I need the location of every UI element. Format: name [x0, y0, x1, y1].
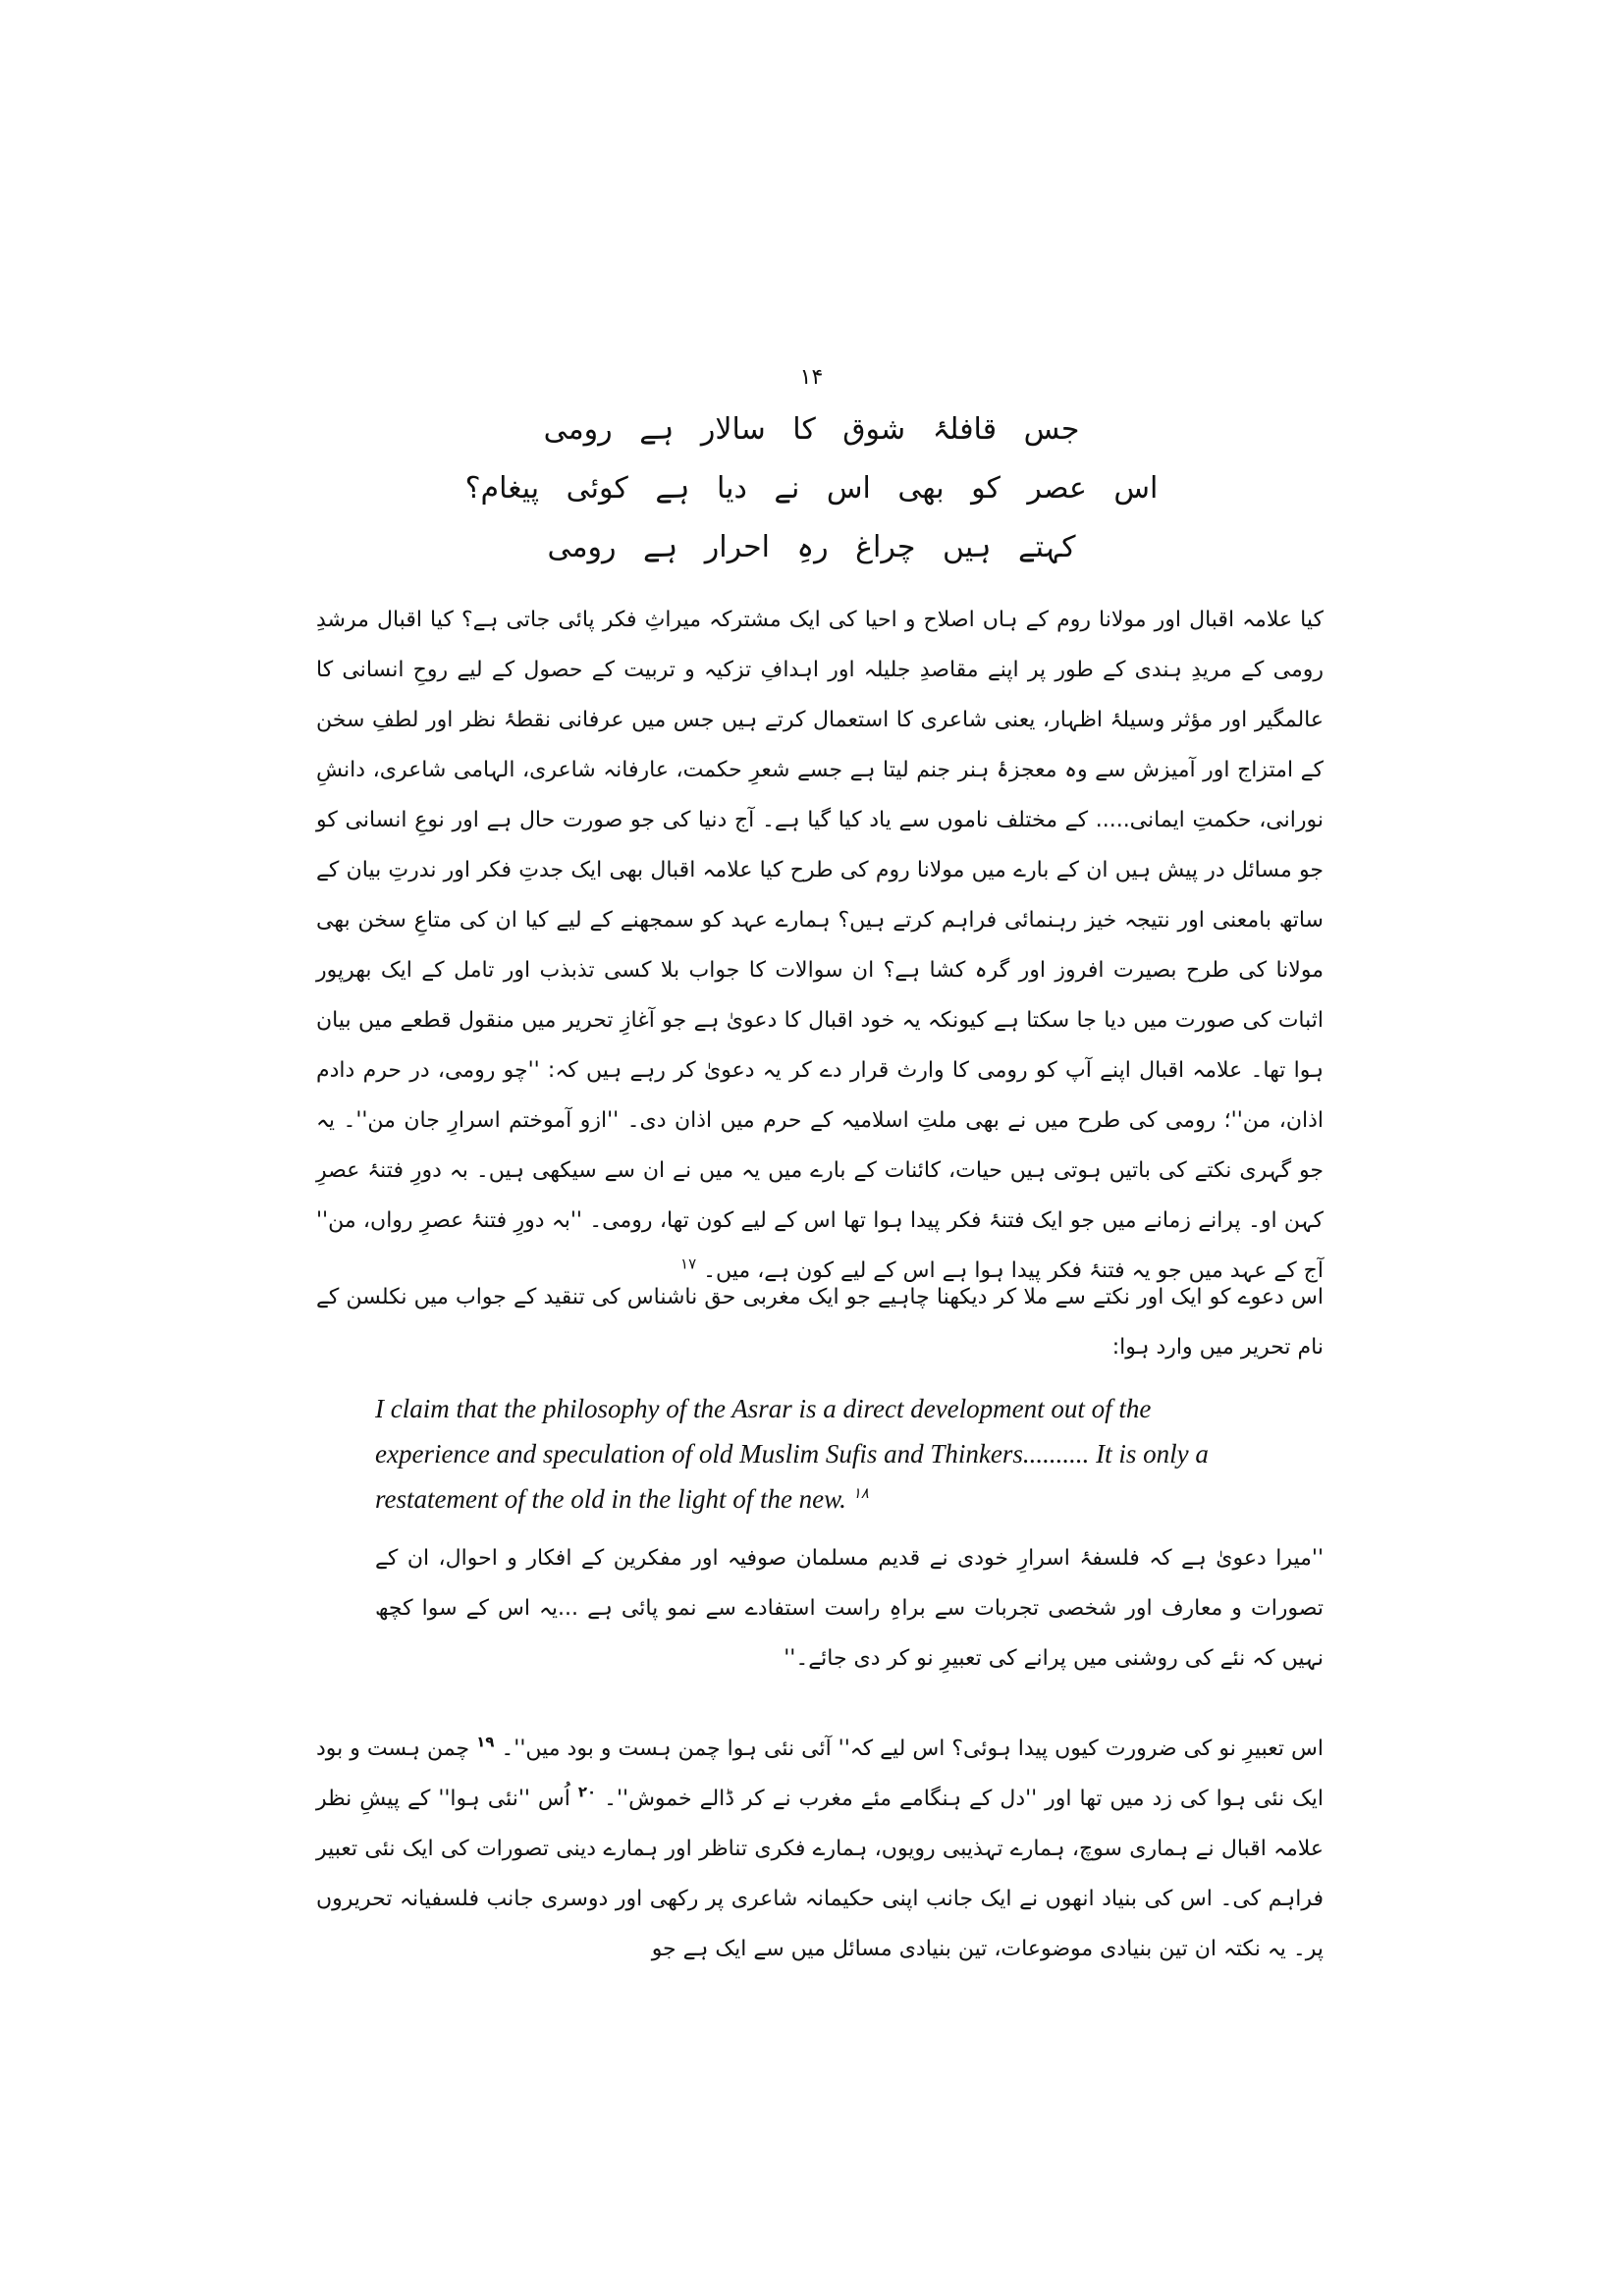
footnote-marker-19: ۱۹ [476, 1733, 495, 1751]
paragraph-1-block [316, 595, 1324, 1296]
paragraph-3-text-a: اس تعبیرِ نو کی ضرورت کیوں پیدا ہوئی؟ اس لیے کہ'' آئی نئی ہوا چمن ہست و بود میں''۔ [501, 1736, 1324, 1761]
page-number: ۱۴ [799, 365, 824, 390]
verse-line-1: جس قافلۂ شوق کا سالار ہے رومی [543, 412, 1080, 447]
english-quote [375, 1386, 1259, 1522]
paragraph-2: اس دعوے کو ایک اور نکتے سے ملا کر دیکھنا چاہیے جو ایک مغربی حق ناشناس کی تنقید کے جواب میں نکلسن کے نام تحریر میں وارد ہوا: [316, 1285, 1324, 1360]
paragraph-3-text-b: چمن ہست و بود ایک نئی ہوا کی زد میں تھا اور ''دل کے ہنگامے مئے مغرب نے کر ڈالے خموش''۔ [316, 1736, 1324, 1811]
english-quote-text: I claim that the philosophy of the Asrar is a direct development out of the experience and speculation of old Muslim Sufis and Thinkers.......... It is only a restatement of the old in the light of the new. [375, 1394, 1209, 1514]
paragraph-3-block [316, 1724, 1324, 1974]
verse-line-3: کہتے ہیں چراغ رہِ احرار ہے رومی [547, 530, 1076, 564]
footnote-marker-17: ۱۷ [680, 1255, 697, 1273]
footnote-marker-20: ۲۰ [577, 1783, 597, 1801]
paragraph-3-text-c: اُس ''نئی ہوا'' کے پیشِ نظر علامہ اقبال نے ہماری سوچ، ہمارے تہذیبی رویوں، ہمارے فکری تناظر اور ہمارے دینی تصورات کی ایک نئی تعبیر فراہم کی۔ اس کی بنیاد انھوں نے ایک جانب اپنی حکیمانہ شاعری پر رکھی اور دوسری جانب فلسفیانہ تحریروں پر۔ یہ نکتہ ان تین بنیادی موضوعات، تین بنیادی مسائل میں سے ایک ہے جو [316, 1787, 1324, 1961]
paragraph-2-block [316, 1272, 1324, 1372]
paragraph-1 [316, 595, 1324, 1296]
verse-line-2: اس عصر کو بھی اس نے دیا ہے کوئی پیغام؟ [464, 471, 1159, 506]
urdu-translation-quote: ''میرا دعویٰ ہے کہ فلسفۂ اسرارِ خودی نے قدیم مسلمان صوفیہ اور مفکرین کے افکار و احوال، ان کے تصورات و معارف اور شخصی تجربات سے براہِ راست استفادے سے نمو پائی ہے ...یہ اس کے سوا کچھ نہیں کہ نئے کی روشنی میں پرانے کی تعبیرِ نو کر دی جائے۔'' [375, 1546, 1324, 1671]
paragraph-1-text: کیا علامہ اقبال اور مولانا روم کے ہاں اصلاح و احیا کی ایک مشترکہ میراثِ فکر پائی جاتی ہے؟ کیا اقبال مرشدِ رومی کے مریدِ ہندی کے طور پر اپنے مقاصدِ جلیلہ اور اہدافِ تزکیہ و تربیت کے حصول کے لیے روحِ انسانی کا عالمگیر اور مؤثر وسیلۂ اظہار، یعنی شاعری کا استعمال کرتے ہیں جس میں عرفانی نقطۂ نظر اور لطفِ سخن کے امتزاج اور آمیزش سے وہ معجزۂ ہنر جنم لیتا ہے جسے شعرِ حکمت، عارفانہ شاعری، الہامی شاعری، دانشِ نورانی، حکمتِ ایمانی..... کے مختلف ناموں سے یاد کیا گیا ہے۔ آج دنیا کی جو صورت حال ہے اور نوعِ انسانی کو جو مسائل در پیش ہیں ان کے بارے میں مولانا روم کی طرح کیا علامہ اقبال بھی ایک جدتِ فکر اور ندرتِ بیان کے ساتھ بامعنی اور نتیجہ خیز رہنمائی فراہم کرتے ہیں؟ ہمارے عہد کو سمجھنے کے لیے کیا ان کی متاعِ سخن بھی مولانا کی طرح بصیرت افروز اور گرہ کشا ہے؟ ان سوالات کا جواب بلا کسی تذبذب اور تامل کے ایک بھرپور اثبات کی صورت میں دیا جا سکتا ہے کیونکہ یہ خود اقبال کا دعویٰ ہے جو آغازِ تحریر میں منقول قطعے میں بیان ہوا تھا۔ علامہ اقبال اپنے آپ کو رومی کا وارث قرار دے کر یہ دعویٰ کر رہے ہیں کہ: ''چو رومی، در حرم دادم اذان، من''؛ رومی کی طرح میں نے بھی ملتِ اسلامیہ کے حرم میں اذان دی۔ ''ازو آموختم اسرارِ جان من''۔ یہ جو گہری نکتے کی باتیں ہوتی ہیں حیات، کائنات کے بارے میں یہ میں نے ان سے سیکھی ہیں۔ بہ دورِ فتنۂ عصرِ کہن او۔ پرانے زمانے میں جو ایک فتنۂ فکر پیدا ہوا تھا اس کے لیے کون تھا، رومی۔ ''بہ دورِ فتنۂ عصرِ رواں، من'' آج کے عہد میں جو یہ فتنۂ فکر پیدا ہوا ہے اس کے لیے کون ہے، میں۔ [316, 608, 1324, 1283]
footnote-marker-18: ۱۸ [852, 1486, 869, 1502]
paragraph-3 [316, 1724, 1324, 1974]
